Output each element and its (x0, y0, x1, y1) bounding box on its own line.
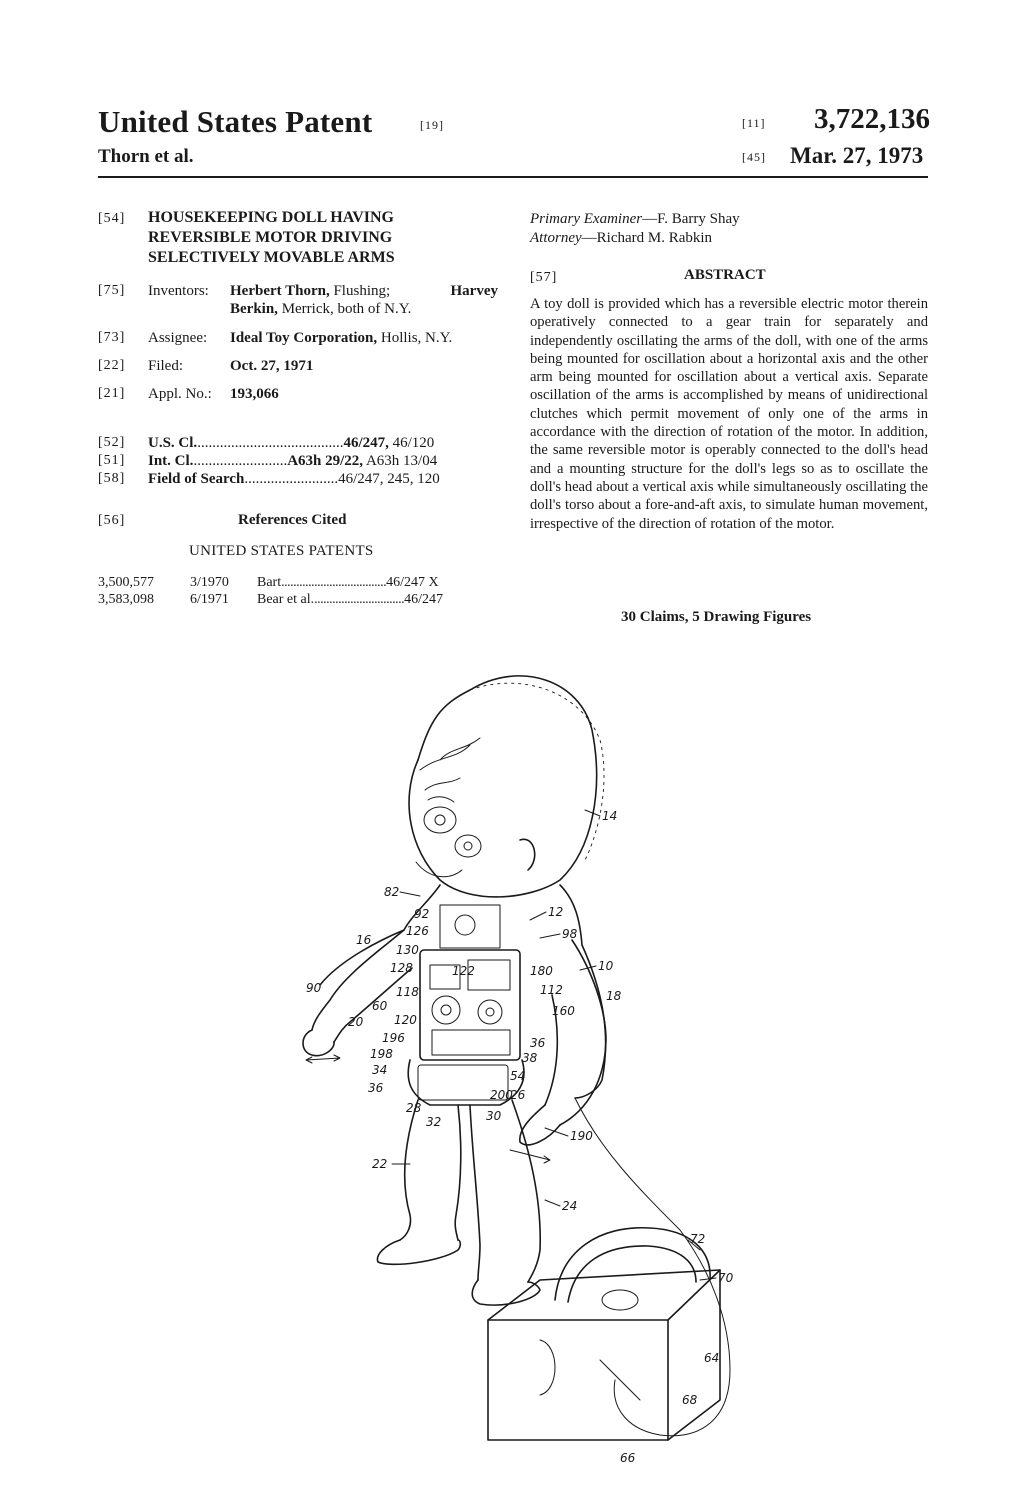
ref-numeral: 12 (548, 905, 564, 919)
inid-code-56: [56] (98, 513, 126, 528)
inventor-name: Berkin, (230, 301, 278, 317)
inid-code-52: [52] (98, 435, 126, 450)
ref-numeral: 130 (396, 943, 419, 957)
appl-no-label: Appl. No.: (148, 386, 212, 402)
us-cl-value: 46/247, (343, 435, 389, 451)
ref-numeral: 32 (426, 1115, 442, 1129)
ref-numeral: 160 (552, 1004, 575, 1018)
ref-numeral: 190 (570, 1129, 593, 1143)
citation-number: 3,500,577 (98, 575, 154, 590)
ref-numeral: 122 (452, 964, 475, 978)
ref-numeral: 24 (562, 1199, 578, 1213)
ref-numeral: 180 (530, 964, 553, 978)
patent-number: 3,722,136 (814, 103, 930, 135)
inid-code-51: [51] (98, 453, 126, 468)
leader-dots: .............................. (314, 592, 405, 607)
citation-date: 6/1971 (190, 592, 229, 607)
assignee-place: Hollis, N.Y. (380, 330, 453, 346)
ref-numeral: 36 (530, 1036, 546, 1050)
us-cl-rest: 46/120 (392, 435, 435, 451)
patent-drawing (0, 640, 1024, 1504)
citation-row (98, 575, 498, 591)
ref-numeral: 36 (368, 1081, 384, 1095)
claims-summary: 30 Claims, 5 Drawing Figures (621, 609, 812, 625)
ref-numeral: 64 (704, 1351, 720, 1365)
ref-numeral: 26 (510, 1088, 526, 1102)
ref-numeral: 22 (372, 1157, 388, 1171)
inventor-name: Harvey (450, 283, 498, 299)
ref-numeral: 10 (598, 959, 614, 973)
field-label: Field of Search (148, 471, 245, 487)
references-title: References Cited (238, 512, 347, 528)
ref-numeral: 92 (414, 907, 430, 921)
ref-numeral: 34 (372, 1063, 388, 1077)
invention-title (148, 208, 395, 268)
title-line: HOUSEKEEPING DOLL HAVING (148, 209, 394, 226)
ref-numeral: 66 (620, 1451, 636, 1465)
inid-code-21: [21] (98, 386, 126, 401)
inventors-label: Inventors: (148, 283, 209, 299)
examiner-name: —F. Barry Shay (642, 211, 740, 227)
attorney-label: Attorney (530, 230, 582, 246)
ref-numeral: 118 (396, 985, 419, 999)
citation-row (98, 592, 498, 608)
ref-numeral: 196 (382, 1031, 405, 1045)
doll-illustration (303, 676, 730, 1436)
leader-dots: ......................... (193, 453, 288, 469)
int-cl-rest: A63h 13/04 (365, 453, 438, 469)
inid-code-58: [58] (98, 471, 126, 486)
ref-numeral: 68 (682, 1393, 698, 1407)
patent-date: Mar. 27, 1973 (790, 143, 924, 168)
header-inventor: Thorn et al. (98, 146, 194, 167)
assignee (230, 329, 452, 347)
citation-name: Bear et al. (257, 592, 315, 607)
attorney (530, 229, 712, 247)
ref-numeral: 126 (406, 924, 429, 938)
leader-dots: ................................... (281, 575, 387, 590)
inid-code-45: [45] (742, 150, 766, 164)
appl-no-value: 193,066 (230, 386, 279, 402)
citation-name: Bart (257, 575, 282, 590)
examiner-label: Primary Examiner (530, 211, 643, 227)
ref-numeral: 198 (370, 1047, 393, 1061)
assignee-label: Assignee: (148, 330, 208, 346)
ref-numeral: 70 (718, 1271, 734, 1285)
inid-code-73: [73] (98, 330, 126, 345)
ref-numeral: 38 (522, 1051, 538, 1065)
filed-date: Oct. 27, 1971 (230, 358, 314, 374)
ref-numeral: 14 (602, 809, 618, 823)
leader-dots: ......................... (244, 471, 339, 487)
inventors-line-1 (230, 282, 498, 300)
ref-numeral: 28 (406, 1101, 422, 1115)
inid-code-22: [22] (98, 358, 126, 373)
ref-numeral: 18 (606, 989, 622, 1003)
ref-numeral: 20 (348, 1015, 364, 1029)
title-line: REVERSIBLE MOTOR DRIVING (148, 229, 393, 246)
citation-date: 3/1970 (190, 575, 229, 590)
header-rule (98, 176, 928, 178)
inventor-place: Merrick, both of N.Y. (281, 301, 412, 317)
filed-label: Filed: (148, 358, 184, 374)
abstract-title: ABSTRACT (684, 267, 766, 283)
inventor-name: Herbert Thorn, (230, 283, 330, 299)
ref-numeral: 72 (690, 1232, 706, 1246)
inid-code-11: [11] (742, 116, 766, 130)
abstract-text: A toy doll is provided which has a reversible electric motor therein operatively connected to a gear train for separately and independently oscillating the arms of the doll, with one of the arms being mounted for oscillation about a horizontal axis and the other arm being mounted for oscillation about a vertical axis. Separate oscillation of the arms is accomplished by means of unidirectional clutches which permit movement of only one of the arms in accordance with the direction of rotation of the motor. In addition, the same reversible motor is operably connected to the doll's head and a mounting structure for the doll's legs so as to oscillate the doll's head about a vertical axis while simultaneously oscillating the doll's torso about a fore-and-aft axis, to simulate human movement, irrespective of the direction of rotation of the motor. (530, 296, 928, 532)
leader-dots: ....................................... (197, 435, 344, 451)
citation-class: 46/247 (404, 592, 444, 607)
assignee-name: Ideal Toy Corporation, (230, 330, 378, 346)
ref-numeral: 200 (490, 1088, 513, 1102)
int-classification (148, 452, 498, 470)
ref-numeral: 98 (562, 927, 578, 941)
us-classification (148, 434, 498, 452)
ref-numeral: 128 (390, 961, 413, 975)
primary-examiner (530, 210, 740, 228)
field-value: 46/247, 245, 120 (338, 471, 440, 487)
inid-code-19: [19] (420, 118, 444, 132)
ref-numeral: 112 (540, 983, 563, 997)
inid-code-54: [54] (98, 211, 126, 226)
ref-numeral: 60 (372, 999, 388, 1013)
int-cl-value: A63h 29/22, (287, 453, 364, 469)
inid-code-57: [57] (530, 270, 558, 285)
inventors-line-2 (230, 300, 411, 318)
ref-numeral: 82 (384, 885, 400, 899)
us-cl-label: U.S. Cl. (148, 435, 198, 451)
citation-number: 3,583,098 (98, 592, 154, 607)
ref-numeral: 30 (486, 1109, 502, 1123)
ref-numeral: 120 (394, 1013, 417, 1027)
ref-numeral: 90 (306, 981, 322, 995)
field-of-search (148, 470, 498, 488)
inid-code-75: [75] (98, 283, 126, 298)
inventor-place: Flushing; (333, 283, 391, 299)
citation-class: 46/247 X (386, 575, 439, 590)
us-patents-title: UNITED STATES PATENTS (189, 543, 374, 559)
patent-header-title: United States Patent (98, 104, 373, 139)
attorney-name: —Richard M. Rabkin (581, 230, 713, 246)
iron-box-illustration (488, 1228, 720, 1440)
int-cl-label: Int. Cl. (148, 453, 194, 469)
ref-numeral: 16 (356, 933, 372, 947)
title-line: SELECTIVELY MOVABLE ARMS (148, 249, 395, 266)
ref-numeral: 54 (510, 1069, 526, 1083)
